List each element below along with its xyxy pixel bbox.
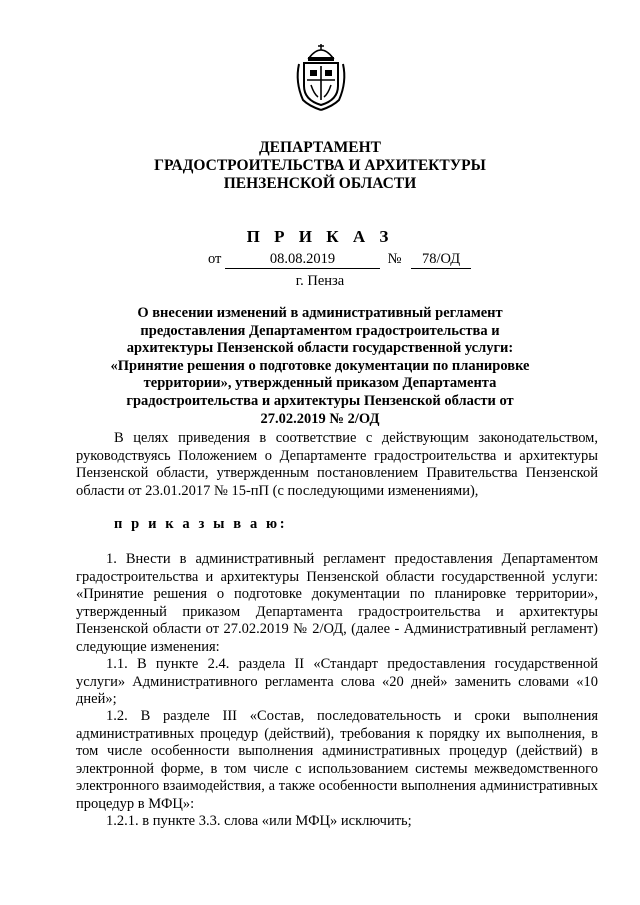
order-meta-line — [208, 250, 471, 269]
item-1-2 — [76, 708, 598, 814]
item-1-1 — [76, 656, 598, 709]
decree-word: п р и к а з ы в а ю: — [114, 516, 288, 532]
date-prefix: от — [208, 251, 222, 267]
item-1-2-1-text: 1.2.1. в пункте 3.3. слова «или МФЦ» исключить; — [106, 813, 412, 829]
number-prefix: № — [387, 251, 402, 267]
item-1-2-text: 1.2. В разделе III «Состав, последовательность и сроки выполнения административных процедур (действий), требования к порядку их выполнения, в том числе особенности выполнения административных процедур (действий) в электронной форме, в том числе с использованием системы межведомственного электронного взаимодействия, а также особенности выполнения административных процедур в МФЦ»: — [76, 708, 598, 812]
order-title: П Р И К А З — [246, 227, 394, 246]
order-number: 78/ОД — [411, 250, 471, 269]
preamble-text: В целях приведения в соответствие с действующим законодательством, руководствуясь Положением о Департаменте градостроительства и архитектуры Пензенской области, утвержденным постановлением Правительства Пензенской области от 23.01.2017 № 15-пП (с последующими изменениями), — [76, 430, 598, 499]
item-1-2-1 — [76, 813, 598, 831]
department-line-2: ГРАДОСТРОИТЕЛЬСТВА И АРХИТЕКТУРЫ — [154, 157, 486, 174]
order-subject: О внесении изменений в административный регламент предоставления Департаментом градостроительства и архитектуры Пензенской области государственной услуги: «Принятие решения о подготовке документации по планировке территории», утвержденный приказом Департамента градостроительства и архитектуры Пензенской области от 27.02.2019 № 2/ОД — [110, 305, 530, 427]
department-line-3: ПЕНЗЕНСКОЙ ОБЛАСТИ — [223, 175, 417, 192]
preamble-paragraph — [76, 430, 598, 500]
order-date: 08.08.2019 — [225, 250, 380, 269]
order-city: г. Пенза — [295, 273, 345, 289]
item-1-1-text: 1.1. В пункте 2.4. раздела II «Стандарт предоставления государственной услуги» Административного регламента слова «20 дней» заменить словами «10 дней»; — [76, 656, 598, 708]
department-line-1: ДЕПАРТАМЕНТ — [258, 139, 382, 156]
item-1-text: 1. Внести в административный регламент предоставления Департаментом градостроительства и архитектуры Пензенской области государственной услуги: «Принятие решения о подготовке документации по планировке территории», утвержденный приказом Департамента градостроительства и архитектуры Пензенской области от 27.02.2019 № 2/ОД, (далее - Административный регламент) следующие изменения: — [76, 551, 598, 655]
penza-coat-of-arms-icon — [293, 42, 349, 112]
item-1 — [76, 551, 598, 657]
